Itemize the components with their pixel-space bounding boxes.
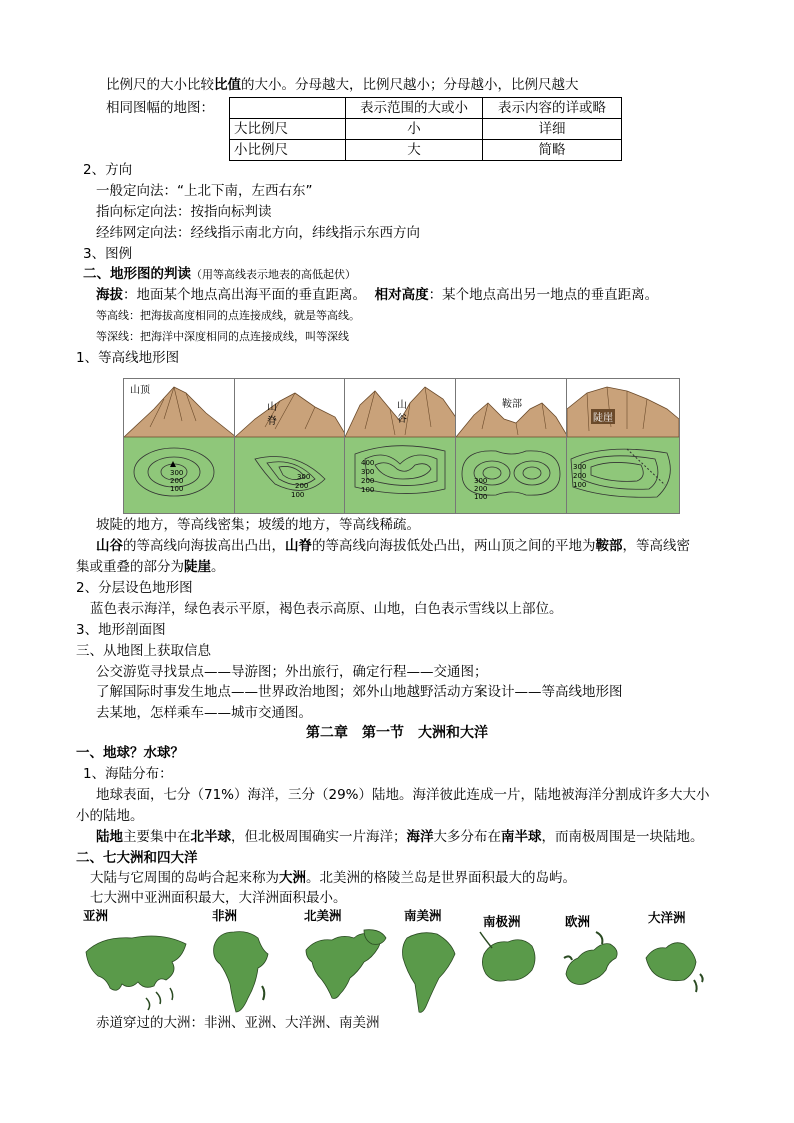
terrain-panel-saddle xyxy=(455,378,569,514)
heading-layered-map: 2、分层设色地形图 xyxy=(76,580,193,596)
heading-continents: 二、七大洲和四大洋 xyxy=(76,850,198,866)
svg-text:100: 100 xyxy=(361,486,375,494)
heading-contour-map: 1、等高线地形图 xyxy=(76,350,180,366)
map-info-2: 了解国际时事发生地点——世界政治地图；郊外山地越野活动方案设计——等高线地形图 xyxy=(96,684,623,700)
terrain-panel-cliff xyxy=(566,378,680,514)
europe-map-icon xyxy=(556,928,626,994)
terrain-panel-summit xyxy=(123,378,237,514)
continent-size: 七大洲中亚洲面积最大，大洋洲面积最小。 xyxy=(90,890,347,906)
table-row: 大比例尺 小 详细 xyxy=(230,119,622,140)
chapter-title: 第二章 第一节 大洲和大洋 xyxy=(306,725,488,741)
panel-label: 山谷 xyxy=(397,400,407,425)
heading-direction: 2、方向 xyxy=(83,162,133,178)
antarctica-map-icon xyxy=(478,928,540,998)
map-info-1: 公交游览寻找景点——导游图；外出旅行，确定行程——交通图； xyxy=(96,664,488,680)
africa-map-icon xyxy=(208,928,272,1016)
table-row: 小比例尺 大 简略 xyxy=(230,140,622,161)
continent-def: 大陆与它周围的岛屿合起来称为大洲。北美洲的格陵兰岛是世界面积最大的岛屿。 xyxy=(90,870,576,886)
slope-text: 坡陡的地方，等高线密集；坡缓的地方，等高线稀疏。 xyxy=(96,517,420,533)
equator-text: 赤道穿过的大洲：非洲、亚洲、大洋洲、南美洲 xyxy=(96,1015,380,1031)
land-sea-text-1: 地球表面，七分（71%）海洋，三分（29%）陆地。海洋彼此连成一片，陆地被海洋分割成许多大大小 xyxy=(96,787,710,803)
direction-general: 一般定向法：“上北下南，左西右东” xyxy=(96,183,313,199)
terrain-panel-ridge xyxy=(234,378,348,514)
svg-text:100: 100 xyxy=(170,485,184,493)
land-sea-text-2: 小的陆地。 xyxy=(76,808,144,824)
panel-label: 鞍部 xyxy=(502,399,522,410)
heading-topo: 二、地形图的判读（用等高线表示地表的高低起伏） xyxy=(83,266,356,282)
altitude-def: 海拔：地面某个地点高出海平面的垂直距离。 相对高度：某个地点高出另一地点的垂直距离。 xyxy=(96,287,659,303)
color-legend-text: 蓝色表示海洋，绿色表示平原，褐色表示高原、山地，白色表示雪线以上部位。 xyxy=(90,601,563,617)
panel-label: 山顶 xyxy=(130,385,150,396)
scale-table xyxy=(229,97,622,161)
cliff-text: 集或重叠的部分为陡崖。 xyxy=(76,559,225,575)
isobath-def: 等深线：把海洋中深度相同的点连接成线，叫等深线 xyxy=(96,330,349,343)
svg-text:200: 200 xyxy=(573,472,587,480)
panel-label: 陡崖 xyxy=(591,409,615,424)
svg-text:200: 200 xyxy=(295,482,309,490)
hemisphere-text: 陆地主要集中在北半球，但北极周围确实一片海洋；海洋大多分布在南半球，而南极周围是一块陆地。 xyxy=(96,829,704,845)
heading-profile: 3、地形剖面图 xyxy=(76,622,166,638)
continent-label-oceania: 大洋洲 xyxy=(648,910,686,925)
heading-map-info: 三、从地图上获取信息 xyxy=(76,643,211,659)
continent-label-asia: 亚洲 xyxy=(83,908,109,923)
svg-text:200: 200 xyxy=(170,477,184,485)
scale-text: 比例尺的大小比较比值的大小。分母越大，比例尺越小；分母越小，比例尺越大 xyxy=(106,77,579,93)
valley-ridge-text: 山谷的等高线向海拔高出凸出，山脊的等高线向海拔低处凸出，两山顶之间的平地为鞍部，等高线密 xyxy=(96,538,690,554)
svg-text:300: 300 xyxy=(474,477,488,485)
heading-earth-water: 一、地球？水球？ xyxy=(76,745,184,761)
heading-land-sea: 1、海陆分布： xyxy=(83,766,173,782)
direction-grid: 经纬网定向法：经线指示南北方向，纬线指示东西方向 xyxy=(96,225,420,241)
asia-map-icon xyxy=(82,928,190,1018)
terrain-panel-valley xyxy=(344,378,458,514)
svg-text:100: 100 xyxy=(573,481,587,489)
north-america-map-icon xyxy=(302,928,392,1014)
svg-text:200: 200 xyxy=(474,485,488,493)
panel-label: 山脊 xyxy=(267,402,277,427)
heading-legend: 3、图例 xyxy=(83,246,133,262)
map-info-3: 去某地，怎样乘车——城市交通图。 xyxy=(96,705,312,721)
continent-label-north-america: 北美洲 xyxy=(304,908,342,923)
contour-def: 等高线：把海拔高度相同的点连接成线，就是等高线。 xyxy=(96,309,360,322)
svg-text:200: 200 xyxy=(361,477,375,485)
continent-label-europe: 欧洲 xyxy=(565,914,591,929)
continent-label-africa: 非洲 xyxy=(212,908,238,923)
svg-text:300: 300 xyxy=(361,468,375,476)
svg-text:300: 300 xyxy=(170,469,184,477)
svg-text:400: 400 xyxy=(361,459,375,467)
svg-text:100: 100 xyxy=(291,491,305,499)
oceania-map-icon xyxy=(640,928,708,998)
same-size-map-label: 相同图幅的地图： xyxy=(106,100,214,116)
direction-pointer: 指向标定向法：按指向标判读 xyxy=(96,204,272,220)
table-row: 表示范围的大或小 表示内容的详或略 xyxy=(230,98,622,119)
svg-text:300: 300 xyxy=(573,463,587,471)
svg-text:100: 100 xyxy=(474,493,488,501)
south-america-map-icon xyxy=(397,928,459,1016)
continent-label-antarctica: 南极洲 xyxy=(483,914,521,929)
svg-text:300: 300 xyxy=(297,473,311,481)
continent-label-south-america: 南美洲 xyxy=(404,908,442,923)
